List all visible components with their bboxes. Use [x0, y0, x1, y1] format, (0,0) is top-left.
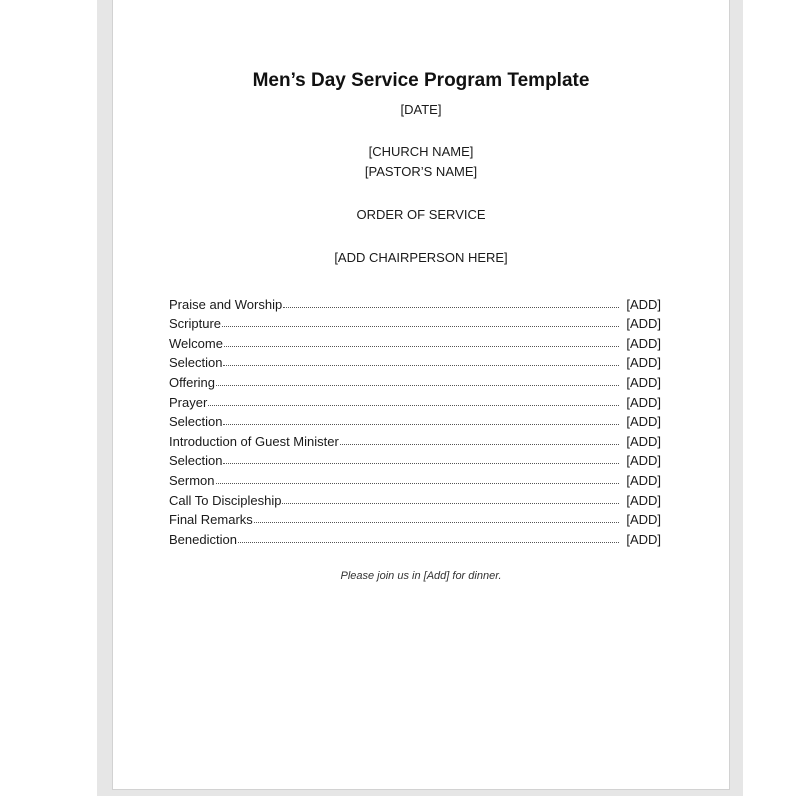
document-page	[112, 0, 730, 790]
program-row	[169, 527, 661, 547]
program-row	[169, 488, 661, 508]
dot-leader	[223, 462, 619, 464]
dot-leader	[222, 325, 619, 327]
document-title: Men’s Day Service Program Template	[252, 70, 590, 91]
program-item-value: [ADD]	[626, 316, 661, 332]
dot-leader	[282, 502, 619, 504]
program-item-label: Introduction of Guest Minister	[169, 433, 339, 449]
dot-leader	[216, 384, 619, 386]
dot-leader	[224, 345, 619, 347]
program-item-label: Offering	[169, 374, 216, 390]
program-item-label: Selection	[169, 355, 223, 371]
program-item-value: [ADD]	[626, 374, 661, 390]
date-placeholder: [DATE]	[400, 102, 442, 117]
program-item-label: Praise and Worship	[169, 296, 283, 312]
dot-leader	[208, 404, 619, 406]
program-row	[169, 390, 661, 410]
program-item-value: [ADD]	[626, 394, 661, 410]
program-item-label: Final Remarks	[169, 512, 253, 528]
program-item-value: [ADD]	[626, 472, 661, 488]
program-item-value: [ADD]	[626, 296, 661, 312]
program-row	[169, 312, 661, 332]
program-row	[169, 508, 661, 528]
program-item-value: [ADD]	[626, 531, 661, 547]
program-row	[169, 410, 661, 430]
program-item-label: Selection	[169, 453, 223, 469]
dot-leader	[216, 482, 619, 484]
dot-leader	[223, 364, 619, 366]
program-item-value: [ADD]	[626, 512, 661, 528]
program-row	[169, 351, 661, 371]
dot-leader	[283, 306, 619, 308]
pastor-name-placeholder: [PASTOR’S NAME]	[364, 164, 478, 179]
program-item-value: [ADD]	[626, 433, 661, 449]
program-item-label: Benediction	[169, 531, 237, 547]
program-item-label: Welcome	[169, 335, 223, 351]
dot-leader	[238, 541, 619, 543]
dot-leader	[223, 423, 619, 425]
program-item-value: [ADD]	[626, 355, 661, 371]
program-row	[169, 429, 661, 449]
program-item-value: [ADD]	[626, 335, 661, 351]
dot-leader	[254, 521, 619, 523]
program-item-label: Call To Discipleship	[169, 492, 282, 508]
program-item-label: Selection	[169, 414, 223, 430]
chairperson-placeholder: [ADD CHAIRPERSON HERE]	[334, 250, 508, 265]
program-row	[169, 449, 661, 469]
church-name-placeholder: [CHURCH NAME]	[368, 144, 474, 159]
program-row	[169, 468, 661, 488]
section-heading: ORDER OF SERVICE	[356, 207, 486, 222]
program-row	[169, 370, 661, 390]
footer-note: Please join us in [Add] for dinner.	[340, 570, 502, 582]
program-list	[169, 292, 661, 547]
program-item-label: Scripture	[169, 316, 222, 332]
dot-leader	[340, 443, 619, 445]
program-item-label: Sermon	[169, 472, 215, 488]
program-row	[169, 331, 661, 351]
program-item-label: Prayer	[169, 394, 208, 410]
program-item-value: [ADD]	[626, 453, 661, 469]
program-item-value: [ADD]	[626, 414, 661, 430]
program-item-value: [ADD]	[626, 492, 661, 508]
program-row	[169, 292, 661, 312]
